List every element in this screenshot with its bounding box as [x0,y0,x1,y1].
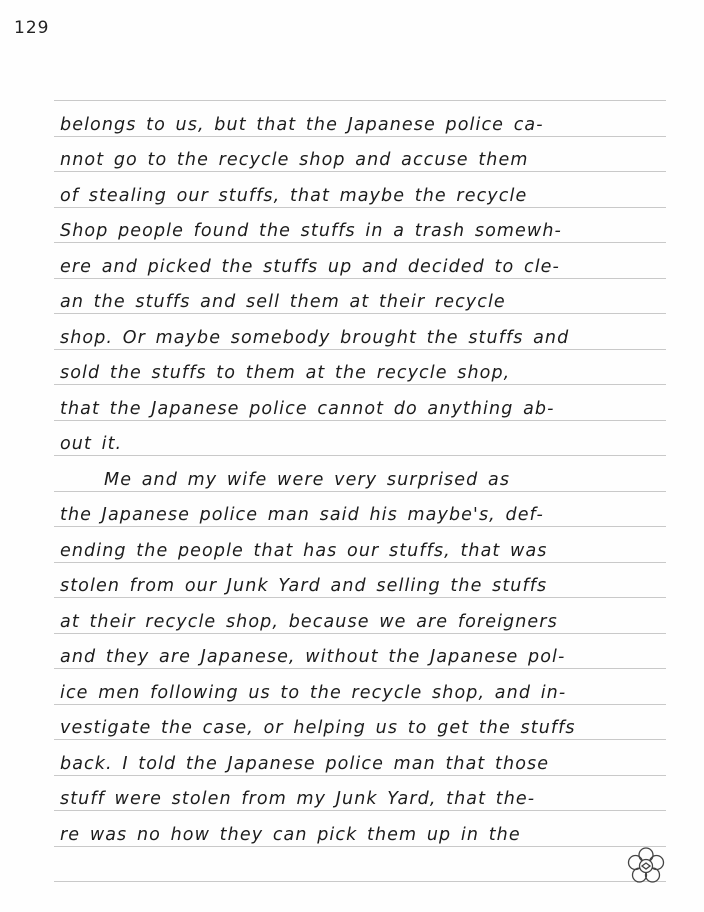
ruled-line [54,349,666,350]
ruled-line [54,278,666,279]
ruled-line [54,455,666,456]
text-line: that the Japanese police cannot do anything ab- [60,398,555,419]
text-line: nnot go to the recycle shop and accuse them [60,150,529,170]
text-line: stolen from our Junk Yard and selling the stuffs [60,576,548,596]
ruled-line [54,633,666,634]
ruled-line [54,562,666,563]
ruled-line [54,171,666,172]
ruled-line [54,526,666,527]
ruled-line [54,242,666,243]
ruled-line [54,881,666,882]
ruled-line [54,384,666,385]
text-line: belongs to us, but that the Japanese police ca- [60,114,544,135]
text-line: vestigate the case, or helping us to get the stuffs [60,718,576,738]
text-line: ere and picked the stuffs up and decided to cle- [60,256,560,277]
text-line: back. I told the Japanese police man that those [60,753,550,774]
text-line: at their recycle shop, because we are foreigners [60,611,558,632]
text-line: re was no how they can pick them up in the [60,824,521,845]
ruled-line [54,704,666,705]
text-line: Me and my wife were very surprised as [104,469,511,490]
text-line: an the stuffs and sell them at their recycle [60,292,506,312]
ruled-line [54,739,666,740]
flower-seal-icon [626,846,666,886]
ruled-line [54,420,666,421]
text-line: and they are Japanese, without the Japanese pol- [60,647,566,667]
ruled-line [54,846,666,847]
ruled-line [54,136,666,137]
text-line: the Japanese police man said his maybe's, def- [60,505,544,525]
text-line: of stealing our stuffs, that maybe the recycle [60,185,528,206]
ruled-line [54,775,666,776]
text-line: stuff were stolen from my Junk Yard, that the- [60,789,536,809]
ruled-line [54,668,666,669]
text-line: Shop people found the stuffs in a trash somewh- [60,221,562,241]
ruled-line [54,313,666,314]
ruled-line [54,810,666,811]
text-line: out it. [60,434,123,454]
ruled-line [54,100,666,101]
page-number: 129 [14,18,50,38]
text-line: ice men following us to the recycle shop, and in- [60,682,567,703]
ruled-line [54,597,666,598]
text-line: shop. Or maybe somebody brought the stuffs and [60,327,570,348]
ruled-line [54,207,666,208]
text-line: sold the stuffs to them at the recycle shop, [60,363,511,383]
text-line: ending the people that has our stuffs, that was [60,540,548,561]
ruled-line [54,491,666,492]
